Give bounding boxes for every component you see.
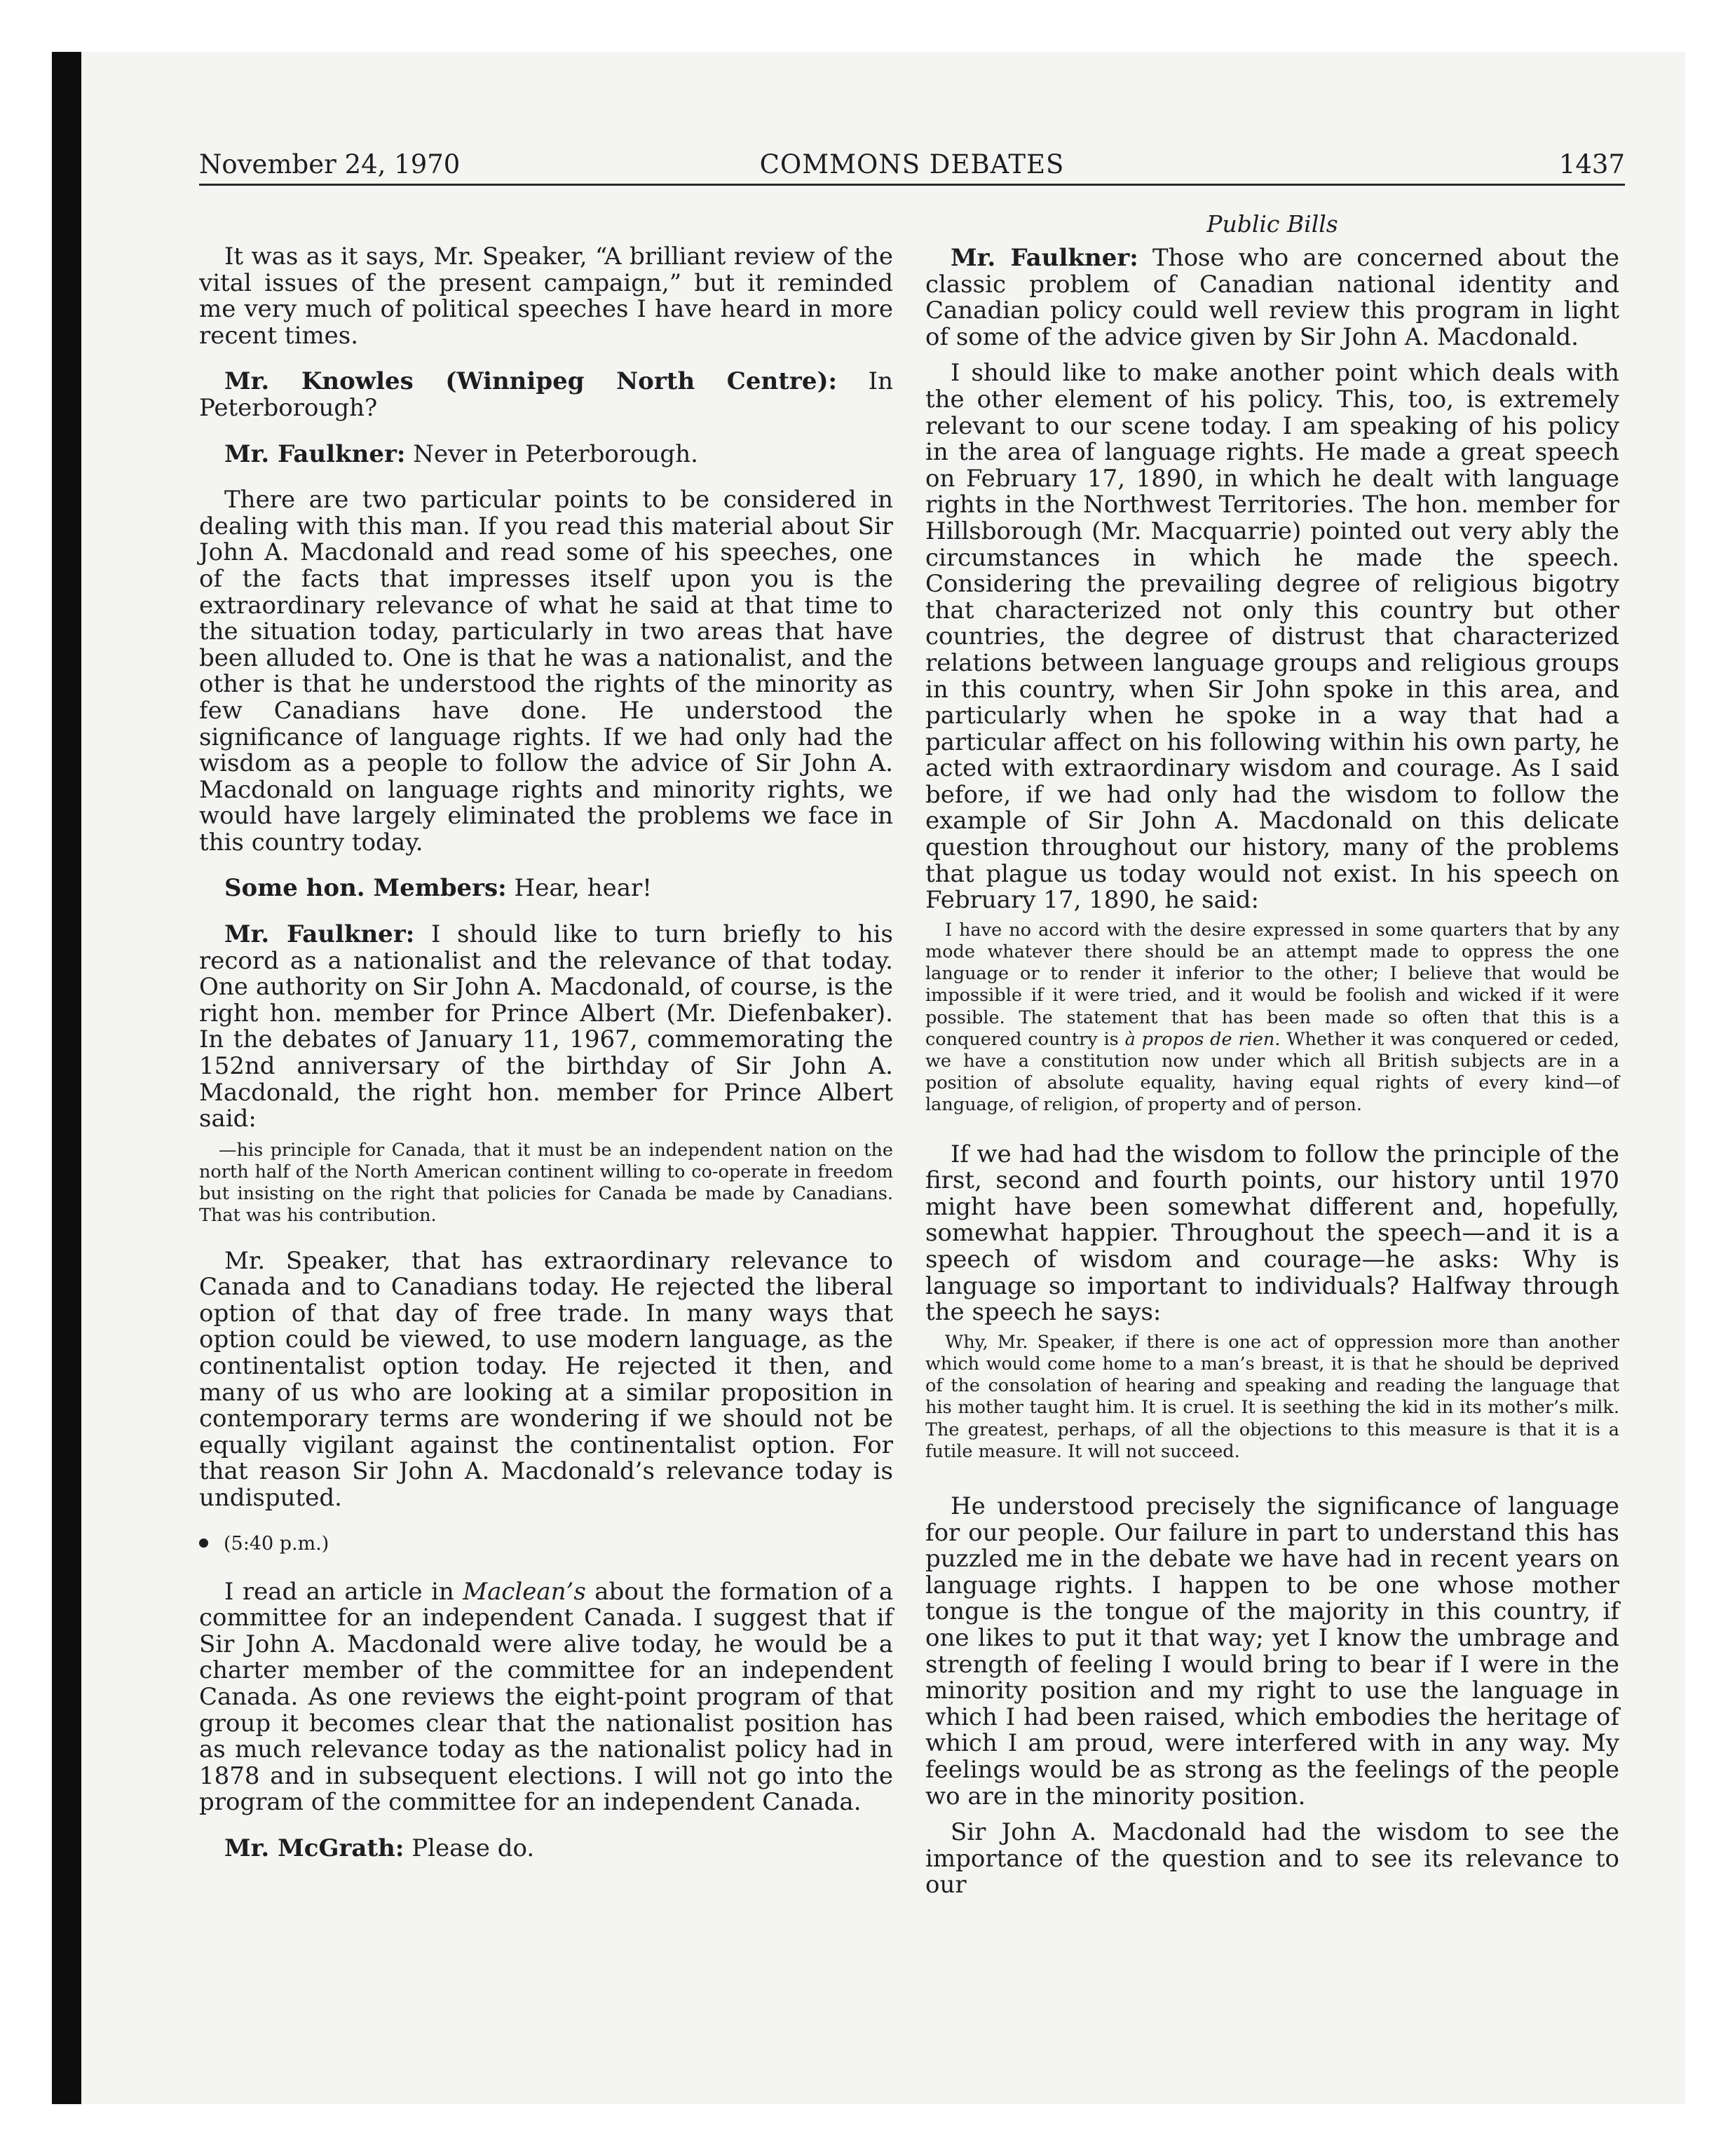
speech-paragraph [199, 922, 893, 1133]
time-stamp [199, 1531, 893, 1557]
speaker-name: Mr. McGrath: [224, 1834, 404, 1862]
speaker-name: Mr. Faulkner: [224, 920, 415, 949]
speech-text: Please do. [411, 1834, 535, 1862]
publication-title: Maclean’s [463, 1577, 586, 1606]
text-run: about the formation of a committee for an independent Canada. I suggest that if Sir John A. Macdonald were alive today, he would be a charter member of the committee for an independent Canada. As one reviews the eight-point program of that group it becomes clear that the nationalist position has as much relevance today as the nationalist policy had in 1878 and in subsequent elections. I will not go into the program of the committee for an independent Canada. [199, 1577, 893, 1817]
paragraph: I should like to make another point which deals with the other element of his policy. This, too, is extremely relevant to our scene today. I am speaking of his policy in the area of language rights. He made a great speech on February 17, 1890, in which he dealt with language rights in the Northwest Territories. The hon. member for Hillsborough (Mr. Macquarrie) pointed out very ably the circumstances in which he made the speech. Considering the prevailing degree of religious bigotry that characterized not only this country but other countries, the degree of distrust that characterized relations between language groups and religious groups in this country, when Sir John spoke in this area, and particularly when he spoke in a way that had a particular affect on his following within his own party, he acted with extraordinary wisdom and courage. As I said before, if we had only had the wisdom to follow the example of Sir John A. Macdonald on this delicate question throughout our history, many of the problems that plague us today would not exist. In his speech on February 17, 1890, he said: [925, 359, 1619, 915]
paragraph: If we had had the wisdom to follow the principle of the first, second and fourth points, our history until 1970 might have been somewhat different and, hopefully, somewhat happier. Throughout the speech—and it is a speech of wisdom and courage—he asks: Why is language so important to individuals? Halfway through the speech he says: [925, 1140, 1619, 1327]
bullet-icon [199, 1538, 208, 1548]
page-number: 1437 [1558, 149, 1625, 179]
italic-phrase: à propos de rien. [1124, 1028, 1281, 1050]
block-quote: —his principle for Canada, that it must be an independent nation on the north half of the North American continent willing to co-operate in freedom but insisting on the right that policies for Canada be made by Canadians. That was his contribution. [199, 1139, 893, 1227]
speech-text: In Peterborough? [199, 367, 893, 422]
right-column [925, 210, 1619, 1918]
header-rule [199, 184, 1625, 186]
speech-text: Hear, hear! [514, 874, 652, 903]
speech-text: Never in Peterborough. [413, 439, 698, 468]
paragraph: Mr. Speaker, that has extraordinary relevance to Canada and to Canadians today. He rejected the liberal option of that day of free trade. In many ways that option could be viewed, to use modern language, as the continentalist option today. He rejected it then, and many of us who are looking at a similar proposition in contemporary terms are wondering if we should not be equally vigilant against the continentalist option. For that reason Sir John A. Macdonald’s relevance today is undisputed. [199, 1246, 893, 1512]
speech-paragraph [925, 245, 1619, 350]
left-column [199, 244, 893, 1882]
text-run: I read an article in [224, 1577, 463, 1606]
scan-edge-bar [52, 52, 81, 2104]
section-heading: Public Bills [1206, 210, 1338, 238]
paragraph [199, 1579, 893, 1816]
speech-text: Those who are concerned about the classic problem of Canadian national identity and Canadian policy could well review this program in light of some of the advice given by Sir John A. Macdonald. [925, 244, 1620, 351]
speaker-name: Mr. Faulkner: [224, 439, 406, 468]
speaker-name: Mr. Faulkner: [951, 244, 1138, 272]
block-quote: Why, Mr. Speaker, if there is one act of oppression more than another which would come home to a man’s breast, it is that he should be deprived of the consolation of hearing and speaking and reading the language that his mother taught him. It is cruel. It is seething the kid in its mother’s milk. The greatest, perhaps, of all the objections to this measure is that it is a futile measure. It will not succeed. [925, 1331, 1619, 1462]
header-title: COMMONS DEBATES [759, 149, 1065, 179]
text-run: Whether it was conquered or ceded, we have a constitution now under which all British subjects are in a position of absolute equality, having equal rights of every kind—of language, of religion, of property and of person. [925, 1028, 1619, 1116]
paragraph: He understood precisely the significance of language for our people. Our failure in part to understand this has puzzled me in the debate we have had in recent years on language rights. I happen to be one whose mother tongue is the tongue of the majority in this country, if one likes to put it that way; yet I know the umbrage and strength of feeling I would bring to bear if I were in the minority position and my right to use the language in which I had been raised, which embodies the heritage of which I am proud, were interfered with in any way. My feelings would be as strong as the feelings of the people wo are in the minority position. [925, 1492, 1619, 1810]
speech-paragraph [199, 1836, 893, 1862]
speech-paragraph [199, 369, 893, 421]
header-date: November 24, 1970 [199, 149, 461, 179]
paragraph: It was as it says, Mr. Speaker, “A brilliant review of the vital issues of the present campaign,” but it reminded me very much of political speeches I have heard in more recent times. [199, 243, 893, 350]
speech-paragraph [199, 875, 893, 902]
paragraph: There are two particular points to be considered in dealing with this man. If you read this material about Sir John A. Macdonald and read some of his speeches, one of the facts that impresses itself upon you is the extraordinary relevance of what he said at that time to the situation today, particularly in two areas that have been alluded to. One is that he was a nationalist, and the other is that he understood the rights of the minority as few Canadians have done. He understood the significance of language rights. If we had only had the wisdom as a people to follow the advice of Sir John A. Macdonald on language rights and minority rights, we would have largely eliminated the problems we face in this country today. [199, 486, 893, 857]
speech-text: I should like to turn briefly to his record as a nationalist and the relevance of that today. One authority on Sir John A. Macdonald, of course, is the right hon. member for Prince Albert (Mr. Diefenbaker). In the debates of January 11, 1967, commemorating the 152nd anniversary of the birthday of Sir John A. Macdonald, the right hon. member for Prince Albert said: [199, 920, 893, 1133]
speaker-name: Some hon. Members: [224, 874, 507, 903]
paragraph: Sir John A. Macdonald had the wisdom to see the importance of the question and to see its relevance to our [925, 1818, 1619, 1899]
block-quote [925, 920, 1619, 1117]
text-run: I have no accord with the desire expressed in some quarters that by any mode whatever there should be an attempt made to oppress the one language or to render it inferior to the other; I believe that would be impossible if it were tried, and it would be foolish and wicked if it were possible. The statement that has been made so often that this is a conquered country is [925, 919, 1619, 1050]
speech-paragraph [199, 439, 893, 468]
speaker-name: Mr. Knowles (Winnipeg North Centre): [224, 367, 838, 396]
time-text: (5:40 p.m.) [224, 1532, 329, 1555]
